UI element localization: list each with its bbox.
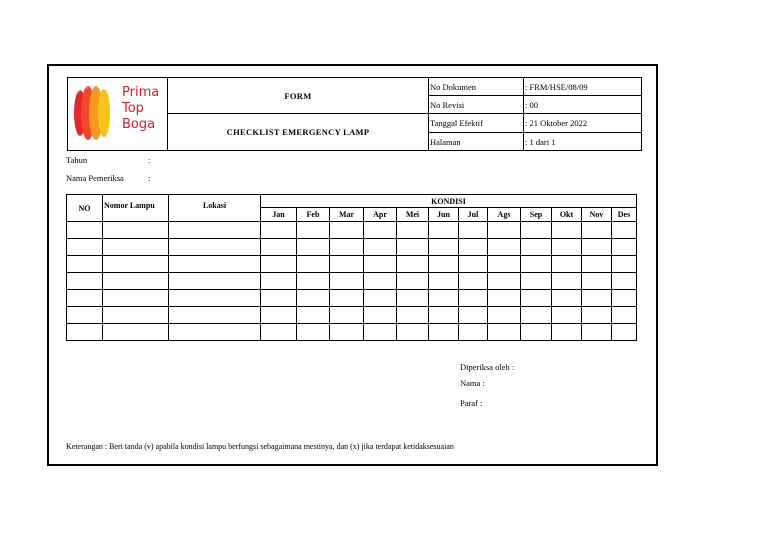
meta-label-halaman: Halaman [429,133,524,151]
table-cell[interactable] [103,273,169,290]
pemeriksa-colon: : [148,173,151,183]
table-cell[interactable] [364,222,397,239]
month-header-apr: Apr [364,208,397,222]
keterangan-note: Keterangan : Beri tanda (v) apabila kondisi lampu berfungsi sebagaimana mestinya, dan (x) jika terdapat ketidaksesuaian [66,442,454,451]
table-cell[interactable] [364,239,397,256]
table-row [67,273,637,290]
table-cell[interactable] [552,239,582,256]
table-cell[interactable] [330,290,364,307]
logo-cell [68,78,168,151]
table-cell[interactable] [67,307,103,324]
table-cell[interactable] [297,273,330,290]
col-header-nomor-lampu: Nomor Lampu [103,195,169,222]
table-cell[interactable] [103,256,169,273]
table-cell[interactable] [488,307,521,324]
month-header-feb: Feb [297,208,330,222]
table-cell[interactable] [429,307,459,324]
table-cell[interactable] [552,273,582,290]
table-cell[interactable] [397,256,429,273]
month-header-sep: Sep [521,208,552,222]
table-cell[interactable] [103,307,169,324]
month-header-ags: Ags [488,208,521,222]
table-cell[interactable] [169,239,261,256]
table-cell[interactable] [364,324,397,341]
table-cell[interactable] [330,256,364,273]
table-cell[interactable] [552,307,582,324]
table-cell[interactable] [397,239,429,256]
table-cell[interactable] [67,222,103,239]
table-cell[interactable] [330,307,364,324]
meta-value-halaman: : 1 dari 1 [524,133,642,151]
table-cell[interactable] [261,307,297,324]
table-cell[interactable] [364,273,397,290]
table-cell[interactable] [169,222,261,239]
meta-label-dokumen: No Dokumen [429,78,524,96]
table-cell[interactable] [429,256,459,273]
table-cell[interactable] [488,273,521,290]
meta-value-tanggal: : 21 Oktober 2022 [524,114,642,133]
logo-mark-icon [74,86,110,140]
table-row [67,239,637,256]
table-cell[interactable] [297,239,330,256]
table-cell[interactable] [521,324,552,341]
form-label-cell: FORM [168,78,429,114]
table-cell[interactable] [459,324,488,341]
table-cell[interactable] [459,256,488,273]
table-cell[interactable] [582,256,612,273]
table-row [67,324,637,341]
logo-text-line2: Top [122,101,144,116]
table-cell[interactable] [169,324,261,341]
table-cell[interactable] [521,222,552,239]
table-cell[interactable] [67,290,103,307]
table-cell[interactable] [297,256,330,273]
table-cell[interactable] [103,324,169,341]
meta-value-revisi: : 00 [524,96,642,114]
table-cell[interactable] [582,324,612,341]
checklist-table [66,194,637,341]
table-cell[interactable] [169,307,261,324]
table-cell[interactable] [364,290,397,307]
nama-label: Nama : [460,378,485,388]
table-cell[interactable] [67,273,103,290]
table-cell[interactable] [521,290,552,307]
month-header-des: Des [612,208,637,222]
diperiksa-oleh-label: Diperiksa oleh : [460,362,515,372]
table-cell[interactable] [397,290,429,307]
table-cell[interactable] [103,239,169,256]
table-cell[interactable] [552,256,582,273]
table-cell[interactable] [552,324,582,341]
table-cell[interactable] [169,290,261,307]
tahun-colon: : [148,155,151,165]
table-cell[interactable] [521,307,552,324]
table-cell[interactable] [397,307,429,324]
table-cell[interactable] [261,324,297,341]
table-cell[interactable] [429,273,459,290]
table-cell[interactable] [488,222,521,239]
table-cell[interactable] [261,290,297,307]
tahun-label: Tahun [66,155,88,165]
table-row [67,256,637,273]
month-header-jul: Jul [459,208,488,222]
col-header-kondisi: KONDISI [261,195,637,208]
logo-text-line1: Prima [122,85,160,100]
table-cell[interactable] [364,307,397,324]
table-cell[interactable] [261,222,297,239]
table-cell[interactable] [582,307,612,324]
table-cell[interactable] [612,273,637,290]
table-cell[interactable] [459,239,488,256]
month-header-nov: Nov [582,208,612,222]
table-cell[interactable] [552,222,582,239]
table-cell[interactable] [429,324,459,341]
table-cell[interactable] [612,222,637,239]
table-cell[interactable] [67,324,103,341]
table-cell[interactable] [521,273,552,290]
table-cell[interactable] [488,324,521,341]
table-cell[interactable] [364,256,397,273]
month-header-okt: Okt [552,208,582,222]
table-row [67,290,637,307]
table-cell[interactable] [397,222,429,239]
table-cell[interactable] [169,273,261,290]
table-cell[interactable] [612,324,637,341]
table-cell[interactable] [330,273,364,290]
meta-value-dokumen: : FRM/HSE/08/09 [524,78,642,96]
table-cell[interactable] [521,239,552,256]
table-cell[interactable] [397,273,429,290]
col-header-no: NO [67,195,103,222]
table-cell[interactable] [330,239,364,256]
table-cell[interactable] [552,290,582,307]
table-cell[interactable] [169,256,261,273]
table-cell[interactable] [429,290,459,307]
table-cell[interactable] [297,290,330,307]
table-cell[interactable] [459,273,488,290]
table-cell[interactable] [612,256,637,273]
logo-text-line3: Boga [122,117,156,132]
form-header [67,77,642,151]
table-cell[interactable] [397,324,429,341]
table-cell[interactable] [582,290,612,307]
table-cell[interactable] [459,222,488,239]
table-cell[interactable] [103,290,169,307]
table-cell[interactable] [297,324,330,341]
table-cell[interactable] [582,239,612,256]
month-header-jun: Jun [429,208,459,222]
table-cell[interactable] [261,239,297,256]
table-cell[interactable] [330,324,364,341]
table-cell[interactable] [612,290,637,307]
meta-label-tanggal: Tanggal Efektif [429,114,524,133]
table-cell[interactable] [488,290,521,307]
month-header-mar: Mar [330,208,364,222]
month-header-jan: Jan [261,208,297,222]
table-cell[interactable] [297,222,330,239]
table-cell[interactable] [612,307,637,324]
table-cell[interactable] [612,239,637,256]
table-cell[interactable] [261,256,297,273]
table-cell[interactable] [261,273,297,290]
table-cell[interactable] [582,222,612,239]
table-cell[interactable] [330,222,364,239]
table-cell[interactable] [297,307,330,324]
table-cell[interactable] [67,239,103,256]
table-cell[interactable] [521,256,552,273]
table-cell[interactable] [429,222,459,239]
table-row [67,222,637,239]
table-cell[interactable] [459,307,488,324]
table-cell[interactable] [488,256,521,273]
col-header-lokasi: Lokasi [169,195,261,222]
month-header-mei: Mei [397,208,429,222]
table-cell[interactable] [103,222,169,239]
table-cell[interactable] [67,256,103,273]
table-cell[interactable] [459,290,488,307]
table-row [67,307,637,324]
table-cell[interactable] [582,273,612,290]
paraf-label: Paraf : [460,398,483,408]
pemeriksa-label: Nama Pemeriksa [66,173,124,183]
table-cell[interactable] [488,239,521,256]
form-title-cell: CHECKLIST EMERGENCY LAMP [168,114,429,151]
table-cell[interactable] [429,239,459,256]
meta-label-revisi: No Revisi [429,96,524,114]
